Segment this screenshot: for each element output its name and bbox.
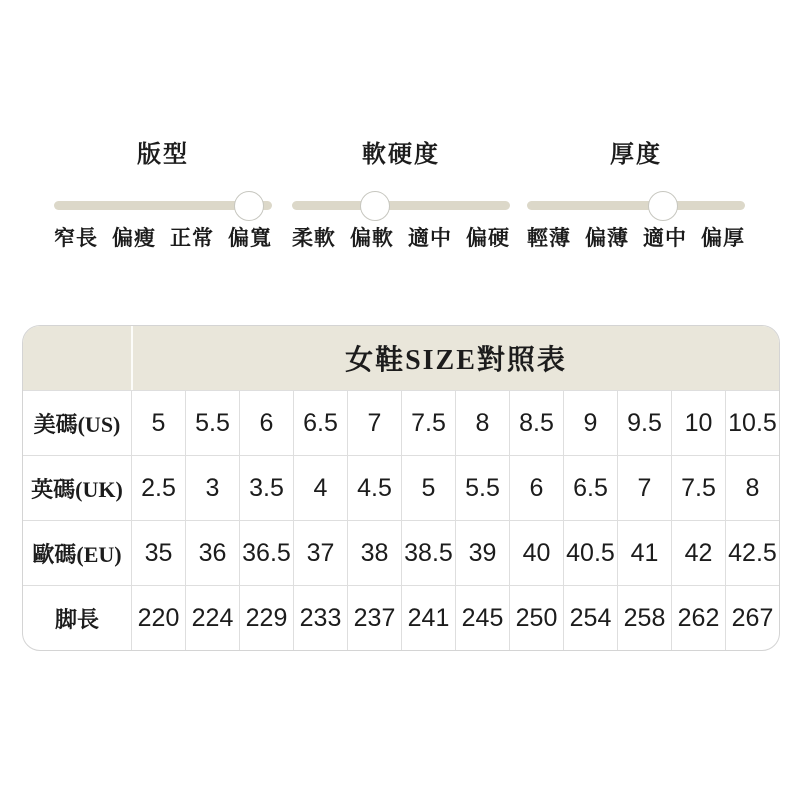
table-row-eu bbox=[23, 520, 779, 585]
table-cell: 7.5 bbox=[401, 391, 455, 455]
slider-label: 柔軟 bbox=[292, 227, 336, 250]
slider-group-softness bbox=[292, 140, 510, 251]
slider-label: 偏厚 bbox=[701, 227, 745, 250]
slider-group-fit bbox=[54, 140, 272, 251]
slider-label: 偏薄 bbox=[585, 227, 629, 250]
size-table-header bbox=[23, 326, 779, 390]
slider-knob[interactable] bbox=[234, 191, 264, 221]
table-cell: 36.5 bbox=[239, 521, 293, 585]
header-label-cell bbox=[23, 326, 133, 390]
slider-title-thickness: 厚度 bbox=[610, 141, 662, 168]
size-table bbox=[22, 325, 780, 651]
slider-label: 適中 bbox=[643, 227, 687, 250]
table-cell: 3 bbox=[185, 456, 239, 520]
table-row-us bbox=[23, 390, 779, 455]
row-label-footlength: 脚長 bbox=[54, 606, 99, 632]
table-row-footlength bbox=[23, 585, 779, 650]
slider-label: 適中 bbox=[408, 227, 452, 250]
table-cell: 237 bbox=[347, 586, 401, 650]
slider-label: 偏軟 bbox=[350, 227, 394, 250]
slider-labels-softness bbox=[292, 227, 510, 251]
slider-label: 正常 bbox=[170, 227, 214, 250]
table-cell: 5.5 bbox=[185, 391, 239, 455]
table-cell: 10.5 bbox=[725, 391, 779, 455]
table-cell: 2.5 bbox=[131, 456, 185, 520]
table-cell: 224 bbox=[185, 586, 239, 650]
table-cell: 36 bbox=[185, 521, 239, 585]
table-cell: 37 bbox=[293, 521, 347, 585]
slider-group-thickness bbox=[527, 140, 745, 251]
table-cell: 7 bbox=[617, 456, 671, 520]
table-cell: 8.5 bbox=[509, 391, 563, 455]
slider-track-softness[interactable] bbox=[292, 201, 510, 210]
size-table-title: 女鞋SIZE對照表 bbox=[345, 345, 567, 376]
table-cell: 41 bbox=[617, 521, 671, 585]
slider-label: 偏硬 bbox=[466, 227, 510, 250]
slider-knob[interactable] bbox=[360, 191, 390, 221]
table-cell: 4.5 bbox=[347, 456, 401, 520]
slider-labels-fit bbox=[54, 227, 272, 251]
table-cell: 220 bbox=[131, 586, 185, 650]
slider-knob[interactable] bbox=[648, 191, 678, 221]
table-cell: 40 bbox=[509, 521, 563, 585]
table-cell: 5 bbox=[131, 391, 185, 455]
table-cell: 233 bbox=[293, 586, 347, 650]
slider-label: 輕薄 bbox=[527, 227, 571, 250]
table-cell: 42 bbox=[671, 521, 725, 585]
table-cell: 42.5 bbox=[725, 521, 779, 585]
row-label-eu: 歐碼(EU) bbox=[32, 541, 122, 567]
table-cell: 5 bbox=[401, 456, 455, 520]
table-cell: 267 bbox=[725, 586, 779, 650]
table-cell: 3.5 bbox=[239, 456, 293, 520]
table-cell: 9 bbox=[563, 391, 617, 455]
table-cell: 262 bbox=[671, 586, 725, 650]
table-cell: 8 bbox=[455, 391, 509, 455]
table-cell: 40.5 bbox=[563, 521, 617, 585]
table-row-uk bbox=[23, 455, 779, 520]
table-cell: 10 bbox=[671, 391, 725, 455]
table-cell: 5.5 bbox=[455, 456, 509, 520]
slider-title-fit: 版型 bbox=[137, 141, 189, 168]
table-cell: 254 bbox=[563, 586, 617, 650]
table-cell: 6.5 bbox=[563, 456, 617, 520]
row-label-us: 美碼(US) bbox=[33, 411, 121, 437]
table-cell: 7 bbox=[347, 391, 401, 455]
table-cell: 4 bbox=[293, 456, 347, 520]
table-cell: 6 bbox=[509, 456, 563, 520]
table-cell: 35 bbox=[131, 521, 185, 585]
table-cell: 229 bbox=[239, 586, 293, 650]
slider-label: 偏瘦 bbox=[112, 227, 156, 250]
table-cell: 7.5 bbox=[671, 456, 725, 520]
table-cell: 8 bbox=[725, 456, 779, 520]
table-cell: 9.5 bbox=[617, 391, 671, 455]
slider-title-softness: 軟硬度 bbox=[362, 141, 440, 168]
row-label-uk: 英碼(UK) bbox=[31, 476, 123, 502]
table-cell: 38 bbox=[347, 521, 401, 585]
table-cell: 245 bbox=[455, 586, 509, 650]
table-cell: 6.5 bbox=[293, 391, 347, 455]
slider-label: 窄長 bbox=[54, 227, 98, 250]
table-cell: 39 bbox=[455, 521, 509, 585]
table-cell: 258 bbox=[617, 586, 671, 650]
slider-label: 偏寬 bbox=[228, 227, 272, 250]
table-cell: 250 bbox=[509, 586, 563, 650]
table-cell: 6 bbox=[239, 391, 293, 455]
slider-track-fit[interactable] bbox=[54, 201, 272, 210]
slider-track-thickness[interactable] bbox=[527, 201, 745, 210]
table-cell: 241 bbox=[401, 586, 455, 650]
table-cell: 38.5 bbox=[401, 521, 455, 585]
slider-labels-thickness bbox=[527, 227, 745, 251]
